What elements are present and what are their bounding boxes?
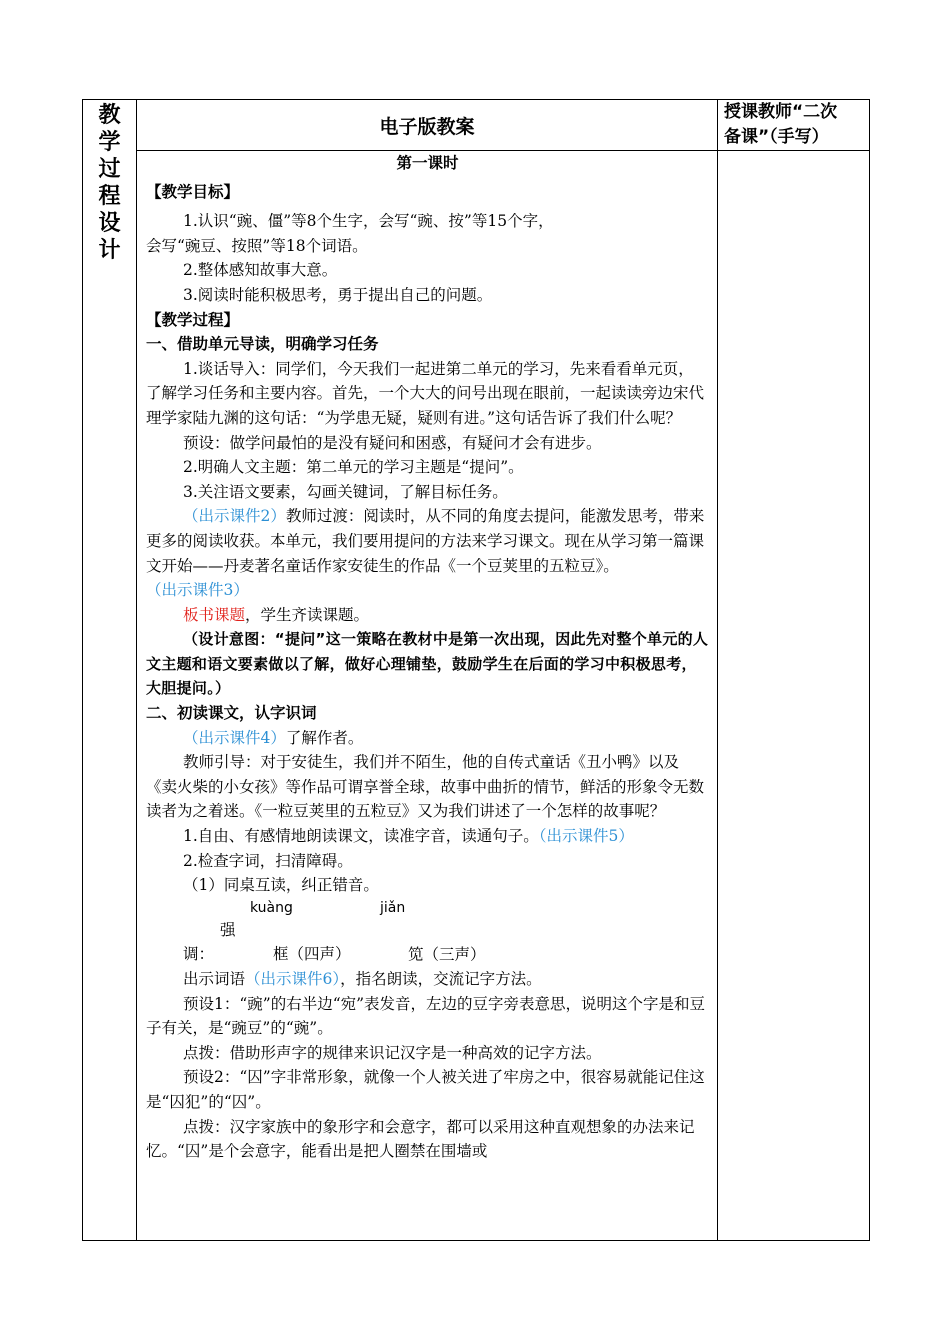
paragraph-text: ，指名朗读，交流记字方法。 <box>340 970 542 988</box>
teacher-notes-header-line: 备课”（手写） <box>724 127 829 147</box>
side-char: 计 <box>98 238 121 263</box>
emphasis-item: 笕（三声） <box>408 945 486 964</box>
goal-1-line-1: 1.认识“豌、僵”等8个生字，会写“豌、按”等15个字， <box>183 212 554 231</box>
side-char: 过 <box>98 157 121 182</box>
table-header-title: 电子版教案 <box>137 100 718 151</box>
pinyin-line <box>146 898 709 918</box>
courseware-tag: （出示课件3） <box>146 581 249 600</box>
courseware-tag: （出示课件2） <box>183 507 286 526</box>
section-2-para-5: （1）同桌互读，纠正错音。 <box>183 876 379 895</box>
section-2-para-2: 教师引导：对于安徒生，我们并不陌生，他的自传式童话《丑小鸭》以及《卖火柴的小女孩》等作品可谓享誉全球，故事中曲折的情节，鲜活的形象令无数读者为之着迷。《一粒豆荚里的五粒豆》又为我们讲述了一个怎样的故事呢？ <box>146 753 705 821</box>
section-2-para-1 <box>146 726 709 751</box>
side-label-cell <box>83 100 137 1241</box>
side-char: 教 <box>98 103 121 128</box>
teacher-notes-cell <box>718 151 870 1241</box>
paragraph-text: 出示词语 <box>183 970 246 988</box>
paragraph-text: ，学生齐读课题。 <box>245 605 370 624</box>
goal-1-line-2: 会写“豌豆、按照”等18个词语。 <box>146 236 368 255</box>
lesson-plan-table <box>82 99 870 1241</box>
section-2-para-6 <box>146 967 709 992</box>
paragraph-text: 了解作者。 <box>285 728 364 747</box>
emphasis-label: 强调： <box>183 920 236 964</box>
goal-3: 3.阅读时能积极思考，勇于提出自己的问题。 <box>183 285 493 304</box>
goal-2: 2.整体感知故事大意。 <box>183 261 338 280</box>
courseware-tag: （出示课件4） <box>183 728 286 747</box>
side-char: 程 <box>98 184 121 209</box>
section-2-para-4: 2.检查字词，扫清障碍。 <box>183 851 353 870</box>
courseware-tag: （出示课件5） <box>538 827 634 846</box>
section-1-para-3: 2.明确人文主题：第二单元的学习主题是“提问”。 <box>183 458 524 477</box>
goals-heading: 【教学目标】 <box>146 182 240 201</box>
section-1-para-6 <box>146 603 709 628</box>
process-heading: 【教学过程】 <box>146 310 240 329</box>
section-2-para-9: 预设2：“囚”字非常形象，就像一个人被关进了牢房之中，很容易就能记住这是“囚犯”的“囚”。 <box>146 1068 705 1111</box>
section-1-heading: 一、借助单元导读，明确学习任务 <box>146 335 379 354</box>
section-2-para-10: 点拨：汉字家族中的象形字和会意字，都可以采用这种直观想象的办法来记忆。“囚”是个会意字，能看出是把人圈禁在围墙或 <box>146 1117 695 1161</box>
courseware-tag: （出示课件6） <box>245 970 341 988</box>
paragraph-text: 1.自由、有感情地朗读课文，读准字音，读通句子。 <box>183 827 539 846</box>
design-intent-note: （设计意图：“提问”这一策略在教材中是第一次出现，因此先对整个单元的人文主题和语文要素做以了解，做好心理铺垫，鼓励学生在后面的学习中积极思考，大胆提问。） <box>146 630 709 698</box>
section-1-para-4: 3.关注语文要素，勾画关键词，了解目标任务。 <box>183 482 508 501</box>
emphasis-line <box>146 918 709 967</box>
section-2-para-8: 点拨：借助形声字的规律来识记汉字是一种高效的记字方法。 <box>183 1043 602 1062</box>
teacher-notes-header <box>718 100 870 151</box>
emphasis-item: 框（四声） <box>273 945 351 964</box>
pinyin-kuang: kuàng <box>250 899 293 916</box>
period-title: 第一课时 <box>396 154 459 172</box>
lesson-content <box>137 151 718 1241</box>
section-1-para-1: 1.谈话导入：同学们，今天我们一起进第二单元的学习，先来看看单元页，了解学习任务和主要内容。首先，一个大大的问号出现在眼前，一起读读旁边宋代理学家陆九渊的这句话：“为学患无疑，疑则有进。”这句话告诉了我们什么呢？ <box>146 359 705 427</box>
side-char: 设 <box>98 211 121 236</box>
section-2-heading: 二、初读课文，认字识词 <box>146 704 317 723</box>
section-1-para-2: 预设：做学问最怕的是没有疑问和困惑，有疑问才会有进步。 <box>183 433 602 452</box>
side-char: 学 <box>98 130 121 155</box>
board-title-note: 板书课题 <box>183 605 246 624</box>
pinyin-jian: jiǎn <box>380 899 406 916</box>
paragraph-text: 教师过渡：阅读时，从不同的角度去提问，能激发思考，带来更多的阅读收获。本单元，我们要用提问的方法来学习课文。现在从学习第一篇课文开始——丹麦著名童话作家安徒生的作品《一个豆荚里的五粒豆》。 <box>146 507 705 575</box>
section-2-para-3 <box>146 824 709 849</box>
section-1-para-5 <box>146 504 709 602</box>
section-2-para-7: 预设1：“豌”的右半边“宛”表发音，左边的豆字旁表意思，说明这个字是和豆子有关，是“豌豆”的“豌”。 <box>146 994 706 1038</box>
teacher-notes-header-line: 授课教师“二次 <box>724 102 838 122</box>
